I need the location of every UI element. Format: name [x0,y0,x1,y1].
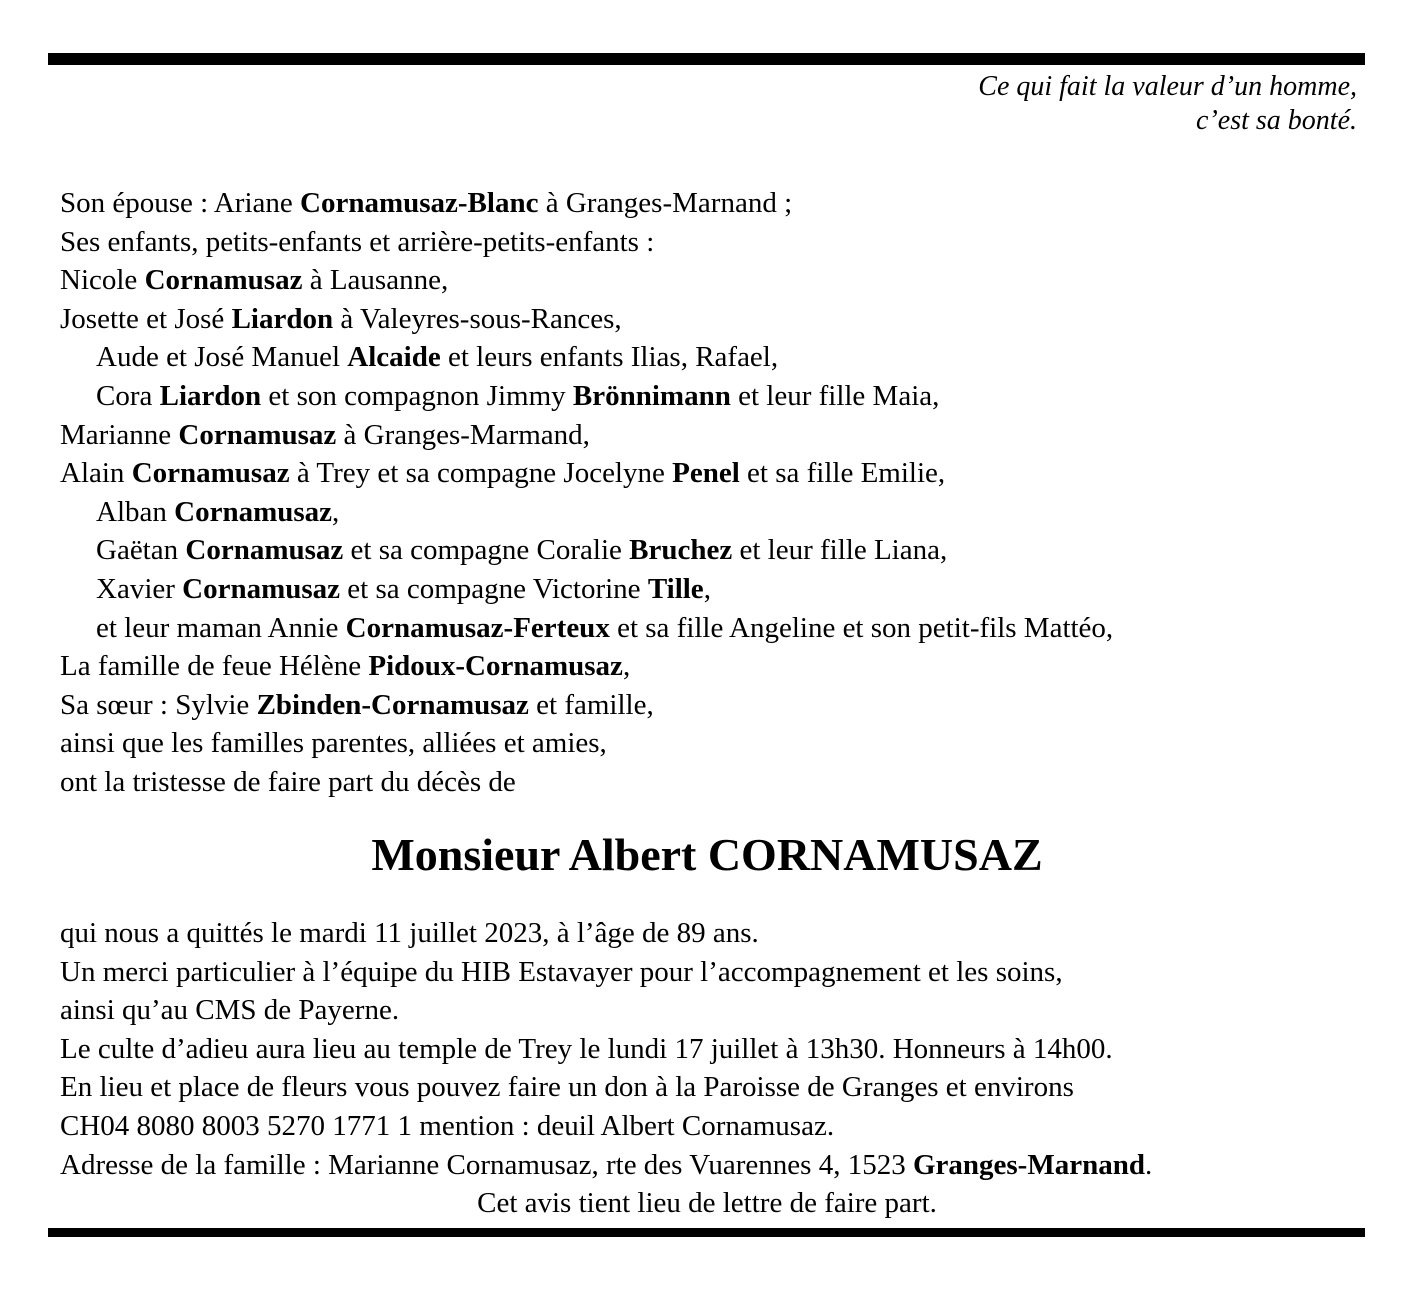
text-line: ainsi que les familles parentes, alliées et amies, [60,727,607,760]
text-line: qui nous a quittés le mardi 11 juillet 2023, à l’âge de 89 ans. [60,917,759,949]
text-line: Xavier Cornamusaz et sa compagne Victorine Tille, [96,572,711,605]
text-line: Gaëtan Cornamusaz et sa compagne Coralie Bruchez et leur fille Liana, [96,534,948,567]
text-line: Adresse de la famille : Marianne Cornamusaz, rte des Vuarennes 4, 1523 Granges-Marnand. [60,1148,1153,1181]
bottom-rule [48,1228,1365,1237]
text-line: CH04 8080 8003 5270 1771 1 mention : deuil Albert Cornamusaz. [60,1109,835,1142]
text-line: Un merci particulier à l’équipe du HIB Estavayer pour l’accompagnement et les soins, [60,955,1063,988]
family-announcement-block [60,184,1374,802]
text-line: Marianne Cornamusaz à Granges-Marmand, [60,418,590,451]
text-line: Nicole Cornamusaz à Lausanne, [60,264,449,297]
text-line: Cora Liardon et son compagnon Jimmy Brönnimann et leur fille Maia, [96,379,940,412]
text-line: Sa sœur : Sylvie Zbinden-Cornamusaz et famille, [60,688,654,721]
top-rule [48,53,1365,65]
text-line: Alain Cornamusaz à Trey et sa compagne Jocelyne Penel et sa fille Emilie, [60,457,946,490]
closing-line: Cet avis tient lieu de lettre de faire part. [477,1187,937,1219]
funeral-details-block [60,914,1374,1184]
text-line: Ses enfants, petits-enfants et arrière-petits-enfants : [60,225,655,258]
text-line: Alban Cornamusaz, [96,495,340,528]
text-line: ainsi qu’au CMS de Payerne. [60,994,400,1027]
text-line: En lieu et place de fleurs vous pouvez faire un don à la Paroisse de Granges et environs [60,1071,1074,1104]
text-line: Josette et José Liardon à Valeyres-sous-Rances, [60,302,622,335]
text-line: La famille de feue Hélène Pidoux-Cornamusaz, [60,650,631,683]
text-line: ont la tristesse de faire part du décès de [60,765,516,798]
epigraph-line-1: Ce qui fait la valeur d’un homme, [978,71,1357,102]
text-line: et leur maman Annie Cornamusaz-Ferteux et sa fille Angeline et son petit-fils Mattéo, [96,611,1114,644]
deceased-name-title: Monsieur Albert CORNAMUSAZ [371,829,1043,880]
text-line: Le culte d’adieu aura lieu au temple de Trey le lundi 17 juillet à 13h30. Honneurs à 14h00. [60,1032,1113,1065]
text-line: Aude et José Manuel Alcaide et leurs enfants Ilias, Rafael, [96,341,779,374]
epigraph-line-2: c’est sa bonté. [1196,104,1357,136]
text-line: Son épouse : Ariane Cornamusaz-Blanc à Granges-Marnand ; [60,187,793,219]
epigraph [978,70,1357,137]
